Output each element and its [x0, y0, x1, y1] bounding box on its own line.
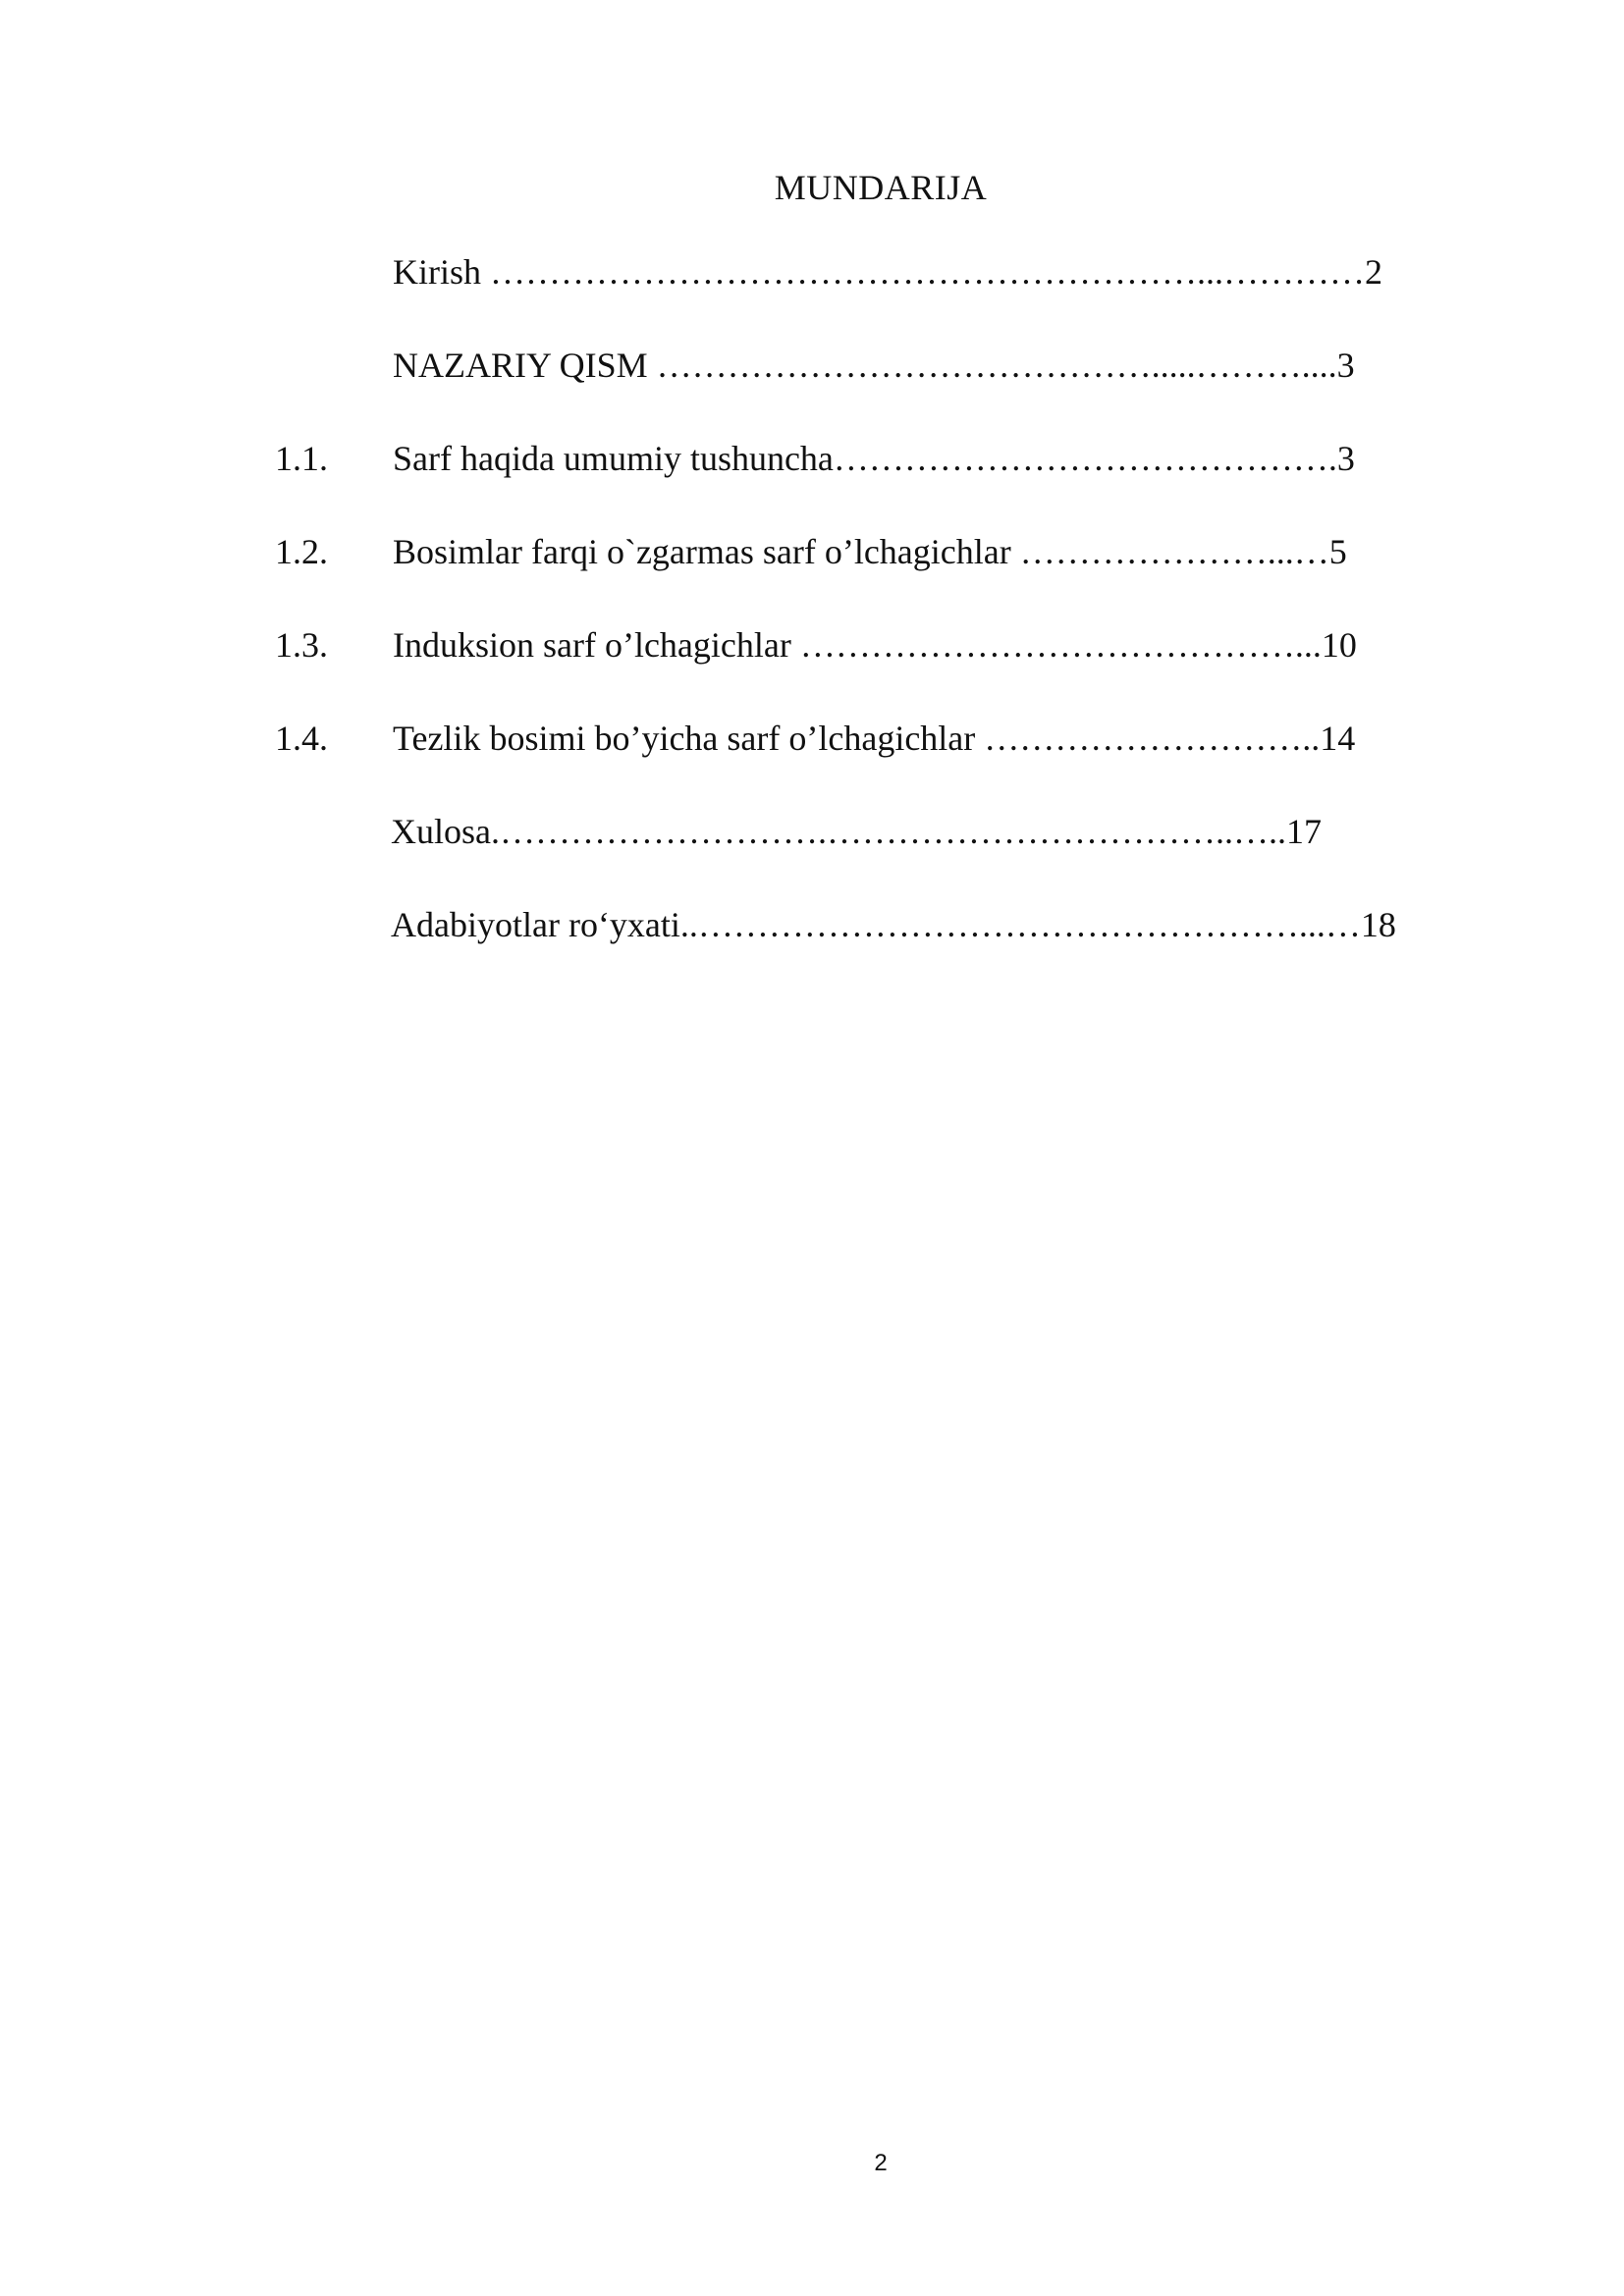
toc-entry-adabiyotlar — [275, 900, 1443, 949]
toc-entry-kirish — [275, 247, 1443, 296]
toc-entry-1-4 — [275, 714, 1443, 763]
toc-entry-xulosa — [275, 807, 1443, 856]
page-number: 2 — [874, 2150, 888, 2176]
toc-entry-text: Bosimlar farqi o`zgarmas sarf o’lchagichlar …………………...…5 — [393, 532, 1347, 571]
toc-entry-text: Xulosa.……………………….……………………………..…..17 — [391, 812, 1322, 851]
toc-entry-text: Adabiyotlar ro‘yxati..……………………………………………...…18 — [391, 905, 1396, 944]
toc-entry-text: NAZARIY QISM …………………………………….....………....3 — [393, 346, 1355, 385]
toc-entry-number: 1.3. — [275, 625, 328, 665]
toc-entry-text: Tezlik bosimi bo’yicha sarf o’lchagichlar ………………………..14 — [393, 719, 1356, 758]
toc-entry-number: 1.1. — [275, 439, 328, 478]
toc-entry-text: Induksion sarf o’lchagichlar ……………………………………...10 — [393, 625, 1357, 665]
toc-entry-text: Kirish ……………………………………………………...…………2 — [393, 252, 1382, 292]
toc-entry-1-3 — [275, 620, 1443, 669]
toc-entry-number: 1.2. — [275, 532, 328, 571]
toc-entry-1-1 — [275, 434, 1443, 483]
toc-entry-1-2 — [275, 527, 1443, 576]
toc-entry-number: 1.4. — [275, 719, 328, 758]
toc-entry-nazariy-qism — [275, 341, 1443, 390]
toc-title: MUNDARIJA — [774, 168, 988, 207]
toc-entry-text: Sarf haqida umumiy tushuncha…………………………………….3 — [393, 439, 1355, 478]
